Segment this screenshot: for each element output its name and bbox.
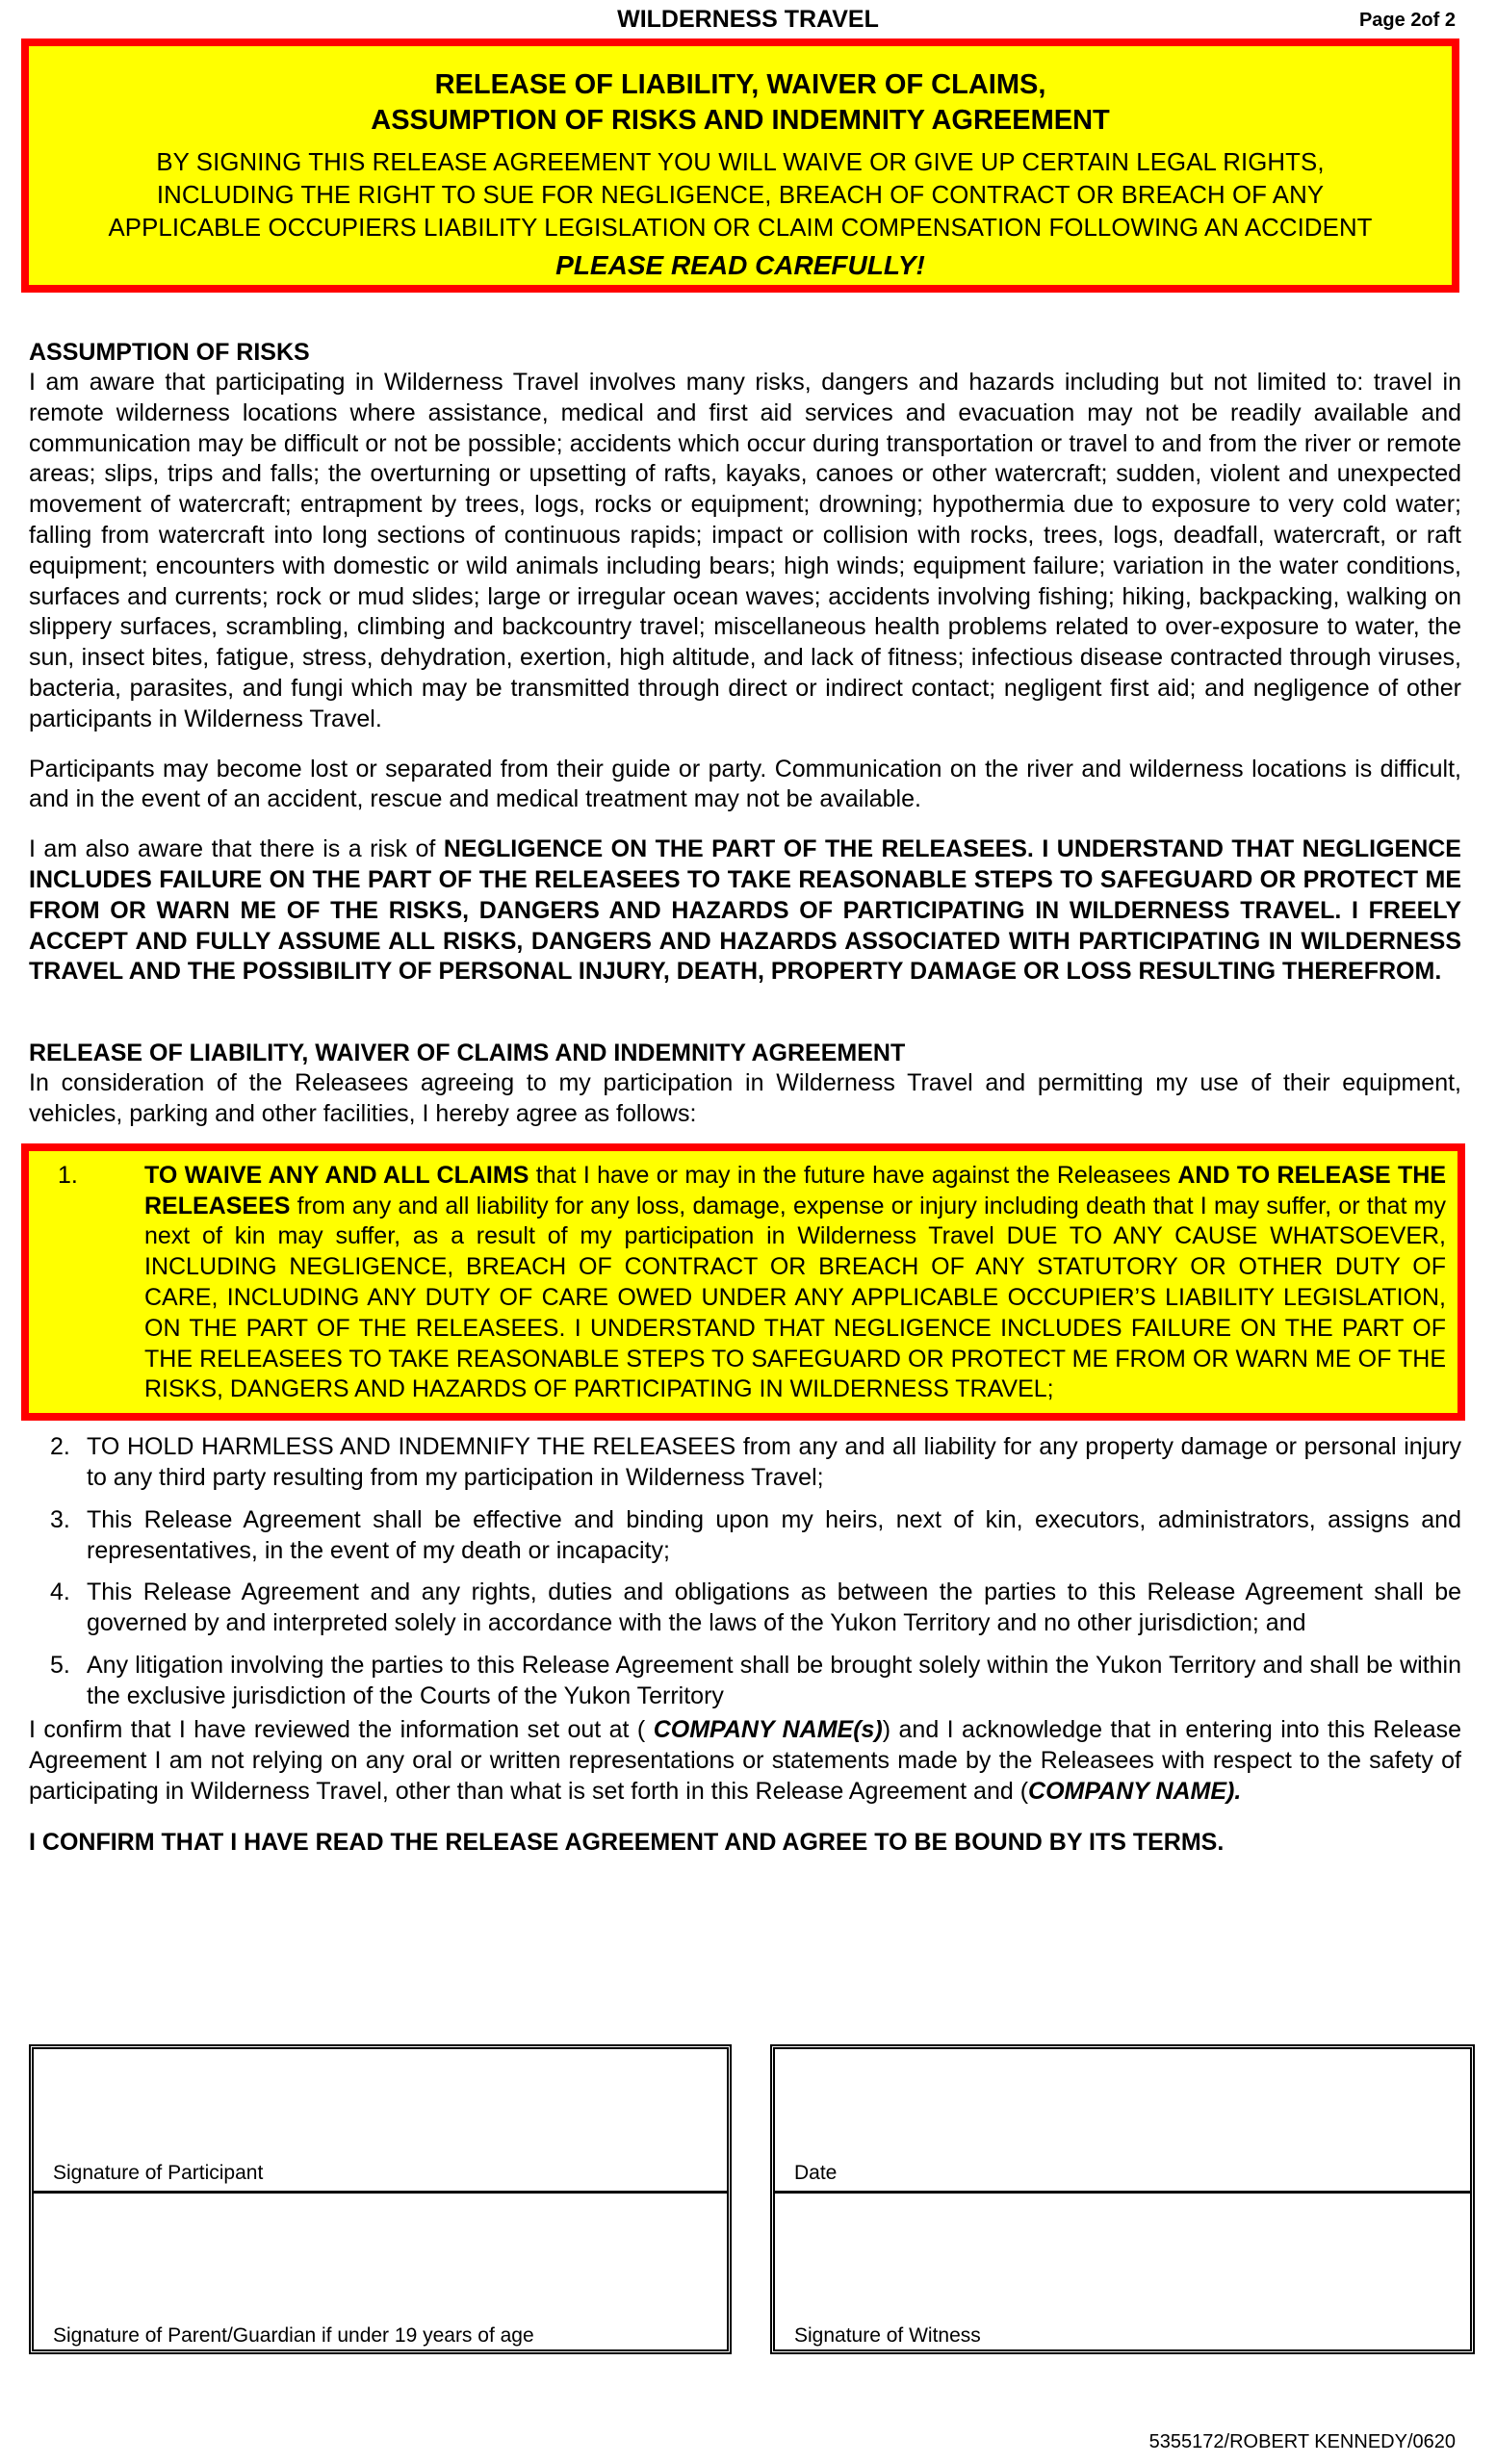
negligence-intro: I am also aware that there is a risk of: [29, 835, 444, 863]
notice-title: [29, 67, 1452, 139]
list-item-jurisdiction: [29, 1651, 1461, 1712]
negligence-paragraph: [29, 834, 1461, 988]
list-item-number: 5.: [50, 1651, 70, 1679]
list-item-number: 1.: [58, 1161, 78, 1189]
company-name-placeholder: COMPANY NAME(s): [653, 1716, 883, 1744]
notice-warning-line-2: INCLUDING THE RIGHT TO SUE FOR NEGLIGENCE, BREACH OF CONTRACT OR BREACH OF ANY: [156, 182, 1325, 209]
signature-divider: [775, 2191, 1470, 2194]
release-heading: RELEASE OF LIABILITY, WAIVER OF CLAIMS AND INDEMNITY AGREEMENT: [29, 1040, 906, 1067]
list-item-waive-claims: [21, 1143, 1465, 1421]
list-item-text: Any litigation involving the parties to this Release Agreement shall be brought solely within the Yukon Territory and shall be within the exclusive jurisdiction of the Courts of the Yukon Territory: [87, 1651, 1461, 1709]
notice-warning: [29, 146, 1452, 244]
signature-divider: [34, 2191, 727, 2194]
notice-title-line-2: ASSUMPTION OF RISKS AND INDEMNITY AGREEMENT: [371, 105, 1110, 136]
document-footer-id: 5355172/ROBERT KENNEDY/0620: [1148, 2431, 1456, 2452]
list-item-text: This Release Agreement and any rights, duties and obligations as between the parties to this Release Agreement shall be governed by and interpreted solely in accordance with the laws of the Yukon Territory and no other jurisdiction; and: [87, 1578, 1461, 1637]
participant-signature-label: Signature of Participant: [53, 2162, 264, 2184]
final-confirmation: I CONFIRM THAT I HAVE READ THE RELEASE AGREEMENT AND AGREE TO BE BOUND BY ITS TERMS.: [29, 1828, 1225, 1856]
company-name-placeholder: COMPANY NAME).: [1028, 1778, 1242, 1806]
list-item-text: This Release Agreement shall be effective and binding upon my heirs, next of kin, executors, administrators, assigns and representatives, in the event of my death or incapacity;: [87, 1505, 1461, 1564]
document-title: WILDERNESS TRAVEL: [617, 6, 879, 33]
release-notice-box: [21, 38, 1459, 293]
list-item-number: 2.: [50, 1433, 70, 1461]
list-item-number: 3.: [50, 1505, 70, 1533]
witness-signature-label: Signature of Witness: [794, 2324, 981, 2347]
notice-title-line-1: RELEASE OF LIABILITY, WAIVER OF CLAIMS,: [434, 69, 1046, 100]
confirmation-paragraph: I confirm that I have reviewed the information set out at ( COMPANY NAME(s)) and I acknowledge that in entering into this Release Agreement I am not relying on any oral or written representations or statements made by the Releasees with respect to the safety of participating in Wilderness Travel, other than what is set forth in this Release Agreement and (COMPANY NAME).: [29, 1716, 1461, 1806]
list-item-text: TO HOLD HARMLESS AND INDEMNIFY THE RELEASEES from any and all liability for any property damage or personal injury to any third party resulting from my participation in Wilderness Travel;: [87, 1433, 1461, 1491]
notice-warning-line-1: BY SIGNING THIS RELEASE AGREEMENT YOU WILL WAIVE OR GIVE UP CERTAIN LEGAL RIGHTS,: [156, 149, 1325, 176]
lost-or-separated-paragraph: Participants may become lost or separated from their guide or party. Communication on the river and wilderness locations is difficult, and in the event of an accident, rescue and medical treatment may not be available.: [29, 755, 1461, 813]
negligence-acknowledgement: NEGLIGENCE ON THE PART OF THE RELEASEES. I UNDERSTAND THAT NEGLIGENCE INCLUDES FAILURE ON THE PART OF THE RELEASEES TO TAKE REASONABLE STEPS TO SAFEGUARD OR PROTECT ME FROM OR WARN ME OF THE RISKS, DANGERS AND HAZARDS OF PARTICIPATING IN WILDERNESS TRAVEL. I FREELY ACCEPT AND FULLY ASSUME ALL RISKS, DANGERS AND HAZARDS ASSOCIATED WITH PARTICIPATING IN WILDERNESS TRAVEL AND THE POSSIBILITY OF PERSONAL INJURY, DEATH, PROPERTY DAMAGE OR LOSS RESULTING THEREFROM.: [29, 835, 1461, 986]
signature-box-right: [770, 2044, 1475, 2354]
assumption-of-risks-heading: ASSUMPTION OF RISKS: [29, 339, 310, 366]
guardian-signature-label: Signature of Parent/Guardian if under 19 years of age: [53, 2324, 534, 2347]
document-body: [29, 337, 1461, 1858]
list-item-text: TO WAIVE ANY AND ALL CLAIMS that I have or may in the future have against the Releasees AND TO RELEASE THE RELEASEES from any and all liability for any loss, damage, expense or injury including death that I may suffer, or that my next of kin may suffer, as a result of my participation in Wilderness Travel DUE TO ANY CAUSE WHATSOEVER, INCLUDING NEGLIGENCE, BREACH OF CONTRACT OR BREACH OF ANY STATUTORY OR OTHER DUTY OF CARE, INCLUDING ANY DUTY OF CARE OWED UNDER ANY APPLICABLE OCCUPIER’S LIABILITY LEGISLATION, ON THE PART OF THE RELEASEES. I UNDERSTAND THAT NEGLIGENCE INCLUDES FAILURE ON THE PART OF THE RELEASEES TO TAKE REASONABLE STEPS TO SAFEGUARD OR PROTECT ME FROM OR WARN ME OF THE RISKS, DANGERS AND HAZARDS OF PARTICIPATING IN WILDERNESS TRAVEL;: [144, 1161, 1446, 1403]
notice-warning-line-3: APPLICABLE OCCUPIERS LIABILITY LEGISLATION OR CLAIM COMPENSATION FOLLOWING AN ACCIDENT: [108, 215, 1373, 242]
risks-paragraph: I am aware that participating in Wilderness Travel involves many risks, dangers and hazards including but not limited to: travel in remote wilderness locations where assistance, medical and first aid services and evacuation may not be readily available and communication may be difficult or not be possible; accidents which occur during transportation or travel to and from the river or remote areas; slips, trips and falls; the overturning or upsetting of rafts, kayaks, canoes or other watercraft; sudden, violent and unexpected movement of watercraft; entrapment by trees, logs, rocks or equipment; drowning; hypothermia due to exposure to very cold water; falling from watercraft into long sections of continuous rapids; impact or collision with rocks, trees, logs, deadfall, watercraft, or raft equipment; encounters with domestic or wild animals including bears; high winds; equipment failure; variation in the water conditions, surfaces and currents; rock or mud slides; large or irregular ocean waves; accidents involving fishing; hiking, backpacking, walking on slippery surfaces, scrambling, climbing and backcountry travel; miscellaneous health problems related to over-exposure to water, the sun, insect bites, fatigue, stress, dehydration, exertion, high altitude, and lack of fitness; infectious disease contracted through viruses, bacteria, parasites, and fungi which may be transmitted through direct or indirect contact; negligent first aid; and negligence of other participants in Wilderness Travel.: [29, 369, 1461, 732]
release-terms-list: [29, 1143, 1461, 1712]
please-read-carefully: PLEASE READ CAREFULLY!: [555, 250, 925, 280]
page-number: Page 2of 2: [1358, 10, 1456, 31]
date-label: Date: [794, 2162, 838, 2184]
list-item-governing-law: [29, 1578, 1461, 1639]
release-intro: In consideration of the Releasees agreeing to my participation in Wilderness Travel and permitting my use of their equipment, vehicles, parking and other facilities, I hereby agree as follows:: [29, 1069, 1461, 1127]
list-item-binding: [29, 1505, 1461, 1567]
list-item-indemnify: [29, 1432, 1461, 1494]
signature-box-left: [29, 2044, 732, 2354]
list-item-number: 4.: [50, 1578, 70, 1606]
